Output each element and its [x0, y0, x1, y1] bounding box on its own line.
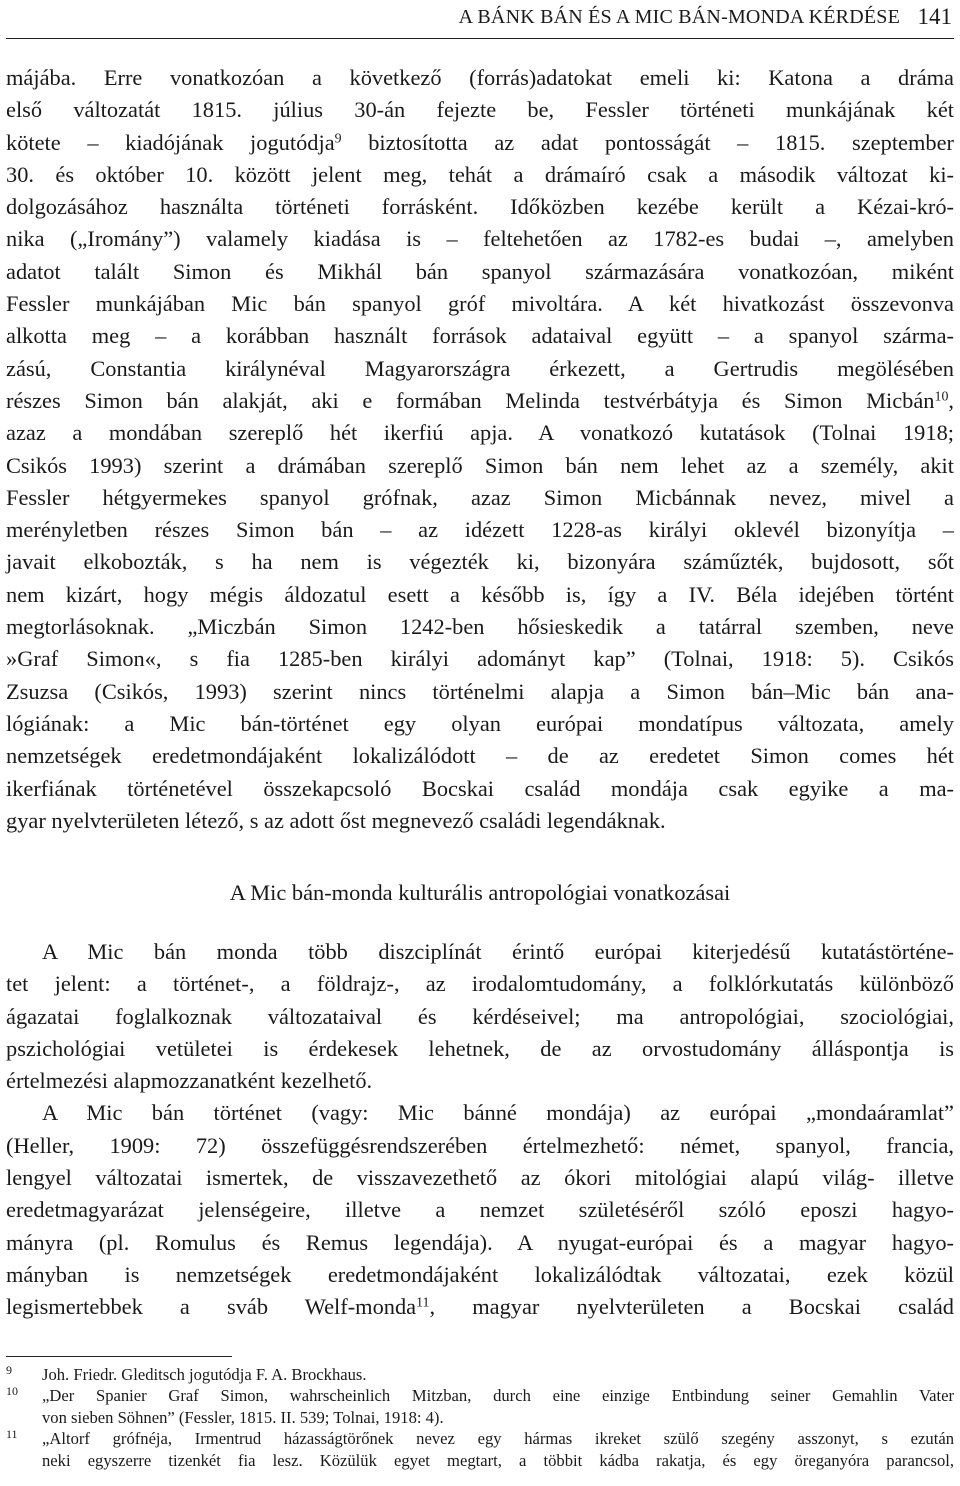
- text-line: merényletben részes Simon bán – az idézett 1228-as királyi oklevél bizonyítja –: [6, 517, 954, 543]
- footnote: [6, 1428, 954, 1471]
- text-line: megtorlásoknak. „Miczbán Simon 1242-ben hősieskedik a tatárral szemben, neve: [6, 614, 954, 640]
- footnote-line: „Der Spanier Graf Simon, wahrscheinlich Mitzban, durch eine einzige Entbindung seiner Gemahlin Vater: [42, 1386, 954, 1406]
- text-line: azaz a mondában szereplő hét ikerfiú apja. A vonatkozó kutatások (Tolnai 1918;: [6, 420, 954, 446]
- footnotes: [6, 1364, 954, 1471]
- text-line: Fessler munkájában Mic bán spanyol gróf mivoltára. A két hivatkozást összevonva: [6, 291, 954, 317]
- footnote-number: 10: [6, 1384, 18, 1399]
- section-heading: A Mic bán-monda kulturális antropológiai vonatkozásai: [229, 880, 731, 905]
- text-line: eredetmagyarázat jelenségeire, illetve a nemzet születéséről szóló eposzi hagyo-: [6, 1197, 954, 1223]
- text-line: alkotta meg – a korábban használt források adataival együtt – a spanyol szárma-: [6, 323, 954, 349]
- text-line: lengyel változatai ismertek, de visszavezethető az ókori mitológiai alapú világ- illetve: [6, 1165, 954, 1191]
- text-line: 30. és október 10. között jelent meg, tehát a drámaíró csak a második változat ki-: [6, 161, 954, 187]
- footnote-divider: [6, 1356, 232, 1357]
- footnote-number: 11: [6, 1427, 18, 1442]
- paragraph-continued: [6, 62, 954, 837]
- text-line: nika („Iromány”) valamely kiadása is – feltehetően az 1782-es budai –, amelyben: [6, 226, 954, 252]
- page-number: 141: [917, 4, 952, 29]
- text-line: javait elkobozták, s ha nem is végezték ki, bizonyára száműzték, bujdosott, sőt: [6, 549, 954, 575]
- footnote-number: 9: [6, 1363, 12, 1377]
- footnote-line: Joh. Friedr. Gleditsch jogutódja F. A. Brockhaus.: [42, 1365, 367, 1384]
- text-line: A Mic bán monda több diszciplínát érintő európai kiterjedésű kutatástörténe-: [42, 939, 954, 964]
- text-line: A Mic bán történet (vagy: Mic bánné mondája) az európai „mondaáramlat”: [42, 1100, 954, 1126]
- footnote-ref-9: 9: [334, 130, 342, 146]
- footnote: [6, 1364, 954, 1385]
- text-line: lógiának: a Mic bán-történet egy olyan európai mondatípus változata, amely: [6, 710, 954, 736]
- text-line: [6, 1291, 954, 1323]
- text-line: első változatát 1815. július 30-án fejezte be, Fessler történeti munkájának két: [6, 97, 954, 123]
- text-line: adatot talált Simon és Mikhál bán spanyol származására vonatkozóan, miként: [6, 258, 954, 284]
- document-page: [6, 0, 954, 1486]
- text-fragment: legismertebbek a sváb Welf-monda: [6, 1294, 417, 1320]
- text-line: mányra (pl. Romulus és Remus legendája). A nyugat-európai és a magyar hagyo-: [6, 1229, 954, 1255]
- section-body: [6, 936, 954, 1324]
- text-line: Zsuzsa (Csikós, 1993) szerint nincs történelmi alapja a Simon bán–Mic bán ana-: [6, 678, 954, 704]
- text-fragment: , magyar nyelvterületen a Bocskai család: [429, 1294, 954, 1320]
- text-line: gyar nyelvterületen létező, s az adott őst megnevező családi legendáknak.: [6, 807, 666, 833]
- text-line: májába. Erre vonatkozóan a következő (forrás)adatokat emeli ki: Katona a dráma: [6, 65, 954, 90]
- text-line: tet jelent: a történet-, a földrajz-, az irodalomtudomány, a folklórkutatás különböző: [6, 971, 954, 997]
- footnote-ref-10: 10: [934, 389, 949, 405]
- text-line: pszichológiai vetületei is érdekesek lehetnek, de az orvostudomány álláspontja is: [6, 1035, 954, 1061]
- text-fragment: ,: [948, 387, 954, 413]
- text-line: nem kizárt, hogy mégis áldozatul esett a később is, így a IV. Béla idejében történt: [6, 581, 954, 607]
- footnote-line: neki egyszerre tizenkét fia lesz. Közülük egyet megtart, a többit kádba rakatja, és egy öreganyóra parancsol,: [42, 1450, 954, 1470]
- text-fragment: kötete – kiadójának jogutódja: [6, 129, 335, 155]
- text-line: dolgozásához használta történeti forrásként. Időközben kezébe került a Kézai-kró-: [6, 194, 954, 220]
- text-line: nemzetségek eredetmondájaként lokalizálódott – de az eredetet Simon comes hét: [6, 743, 954, 769]
- text-line: értelmezési alapmozzanatként kezelhető.: [6, 1068, 373, 1094]
- text-line: ikerfiának történetével összekapcsoló Bocskai család mondája csak egyike a ma-: [6, 775, 954, 801]
- text-line: Fessler hétgyermekes spanyol grófnak, azaz Simon Micbánnak nevez, mivel a: [6, 484, 954, 510]
- footnote-ref-11: 11: [416, 1295, 430, 1311]
- footnote-line: „Altorf grófnéja, Irmentrud házasságtörőnek nevez egy hármas ikreket szülő szegény asszonyt, s ezután: [42, 1429, 954, 1449]
- text-line: Csikós 1993) szerint a drámában szereplő Simon bán nem lehet az a személy, akit: [6, 452, 954, 478]
- text-line: (Heller, 1909: 72) összefüggésrendszerében értelmezhető: német, spanyol, francia,: [6, 1132, 954, 1158]
- text-line: [6, 127, 954, 159]
- text-line: mányban is nemzetségek eredetmondájaként lokalizálódtak változatai, ezek közül: [6, 1261, 954, 1287]
- footnote-line: von sieben Söhnen” (Fessler, 1815. II. 539; Tolnai, 1918: 4).: [42, 1407, 444, 1427]
- text-fragment: részes Simon bán alakját, aki e formában Melinda testvérbátyja és Simon Micbán: [6, 387, 935, 413]
- text-fragment: biztosította az adat pontosságát – 1815. szeptember: [341, 129, 954, 155]
- text-line: zású, Constantia királynéval Magyarországra érkezett, a Gertrudis megölésében: [6, 355, 954, 381]
- footnote: [6, 1385, 954, 1428]
- running-title: A BÁNK BÁN ÉS A MIC BÁN-MONDA KÉRDÉSE: [458, 6, 900, 28]
- text-line: »Graf Simon«, s fia 1285-ben királyi adományt kap” (Tolnai, 1918: 5). Csikós: [6, 646, 954, 672]
- running-header: [6, 0, 954, 39]
- text-line: ágazatai foglalkoznak változataival és kérdéseivel; ma antropológiai, szociológiai,: [6, 1003, 954, 1029]
- text-line: [6, 385, 954, 417]
